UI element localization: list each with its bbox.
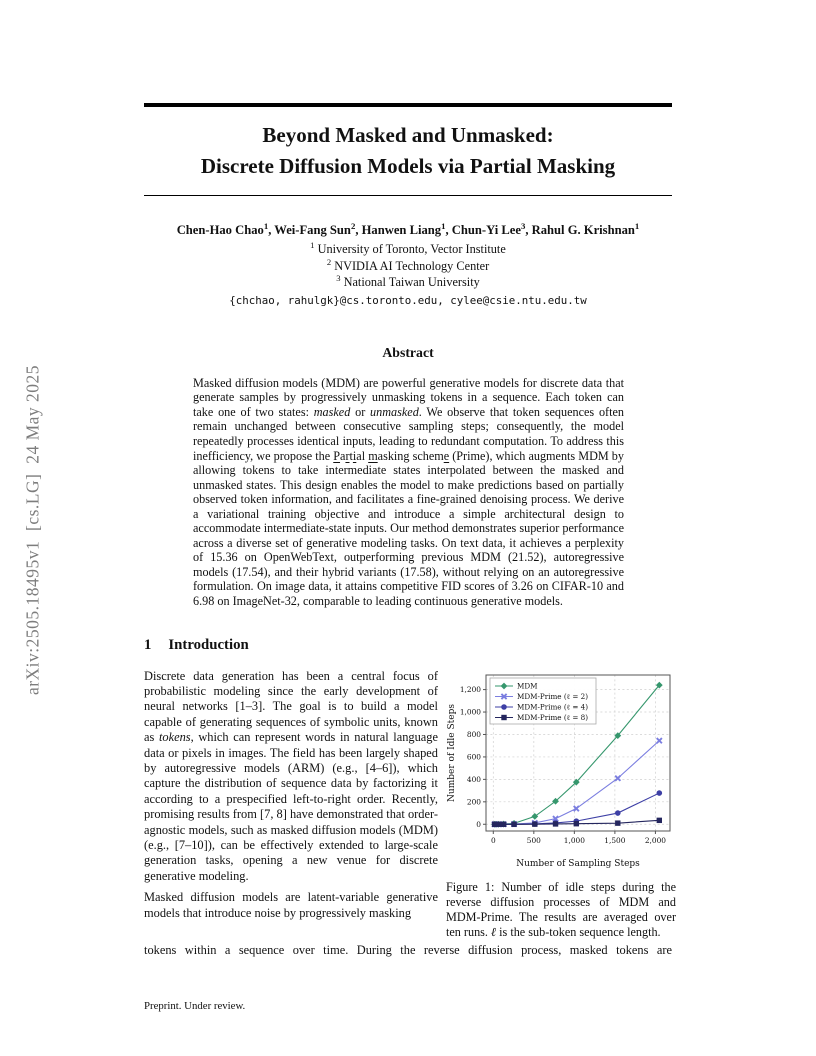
figure1-chart bbox=[446, 669, 676, 869]
affiliation-3-name: National Taiwan University bbox=[343, 275, 480, 290]
affiliation-1-name: University of Toronto, Vector Institute bbox=[317, 242, 506, 257]
svg-text:0: 0 bbox=[490, 835, 496, 845]
arxiv-watermark: arXiv:2505.18495v1 [cs.LG] 24 May 2025 bbox=[22, 364, 43, 696]
paper-title bbox=[144, 120, 672, 182]
intro-paragraph-2-left: Masked diffusion models are latent-variable generative models that introduce noise by progressively masking bbox=[144, 890, 438, 920]
preprint-footnote: Preprint. Under review. bbox=[144, 1000, 246, 1012]
figure1 bbox=[446, 669, 676, 941]
affiliation-1-sup: 1 bbox=[310, 240, 315, 251]
affiliation-1 bbox=[144, 241, 672, 258]
paper-title-line1: Beyond Masked and Unmasked: bbox=[262, 123, 554, 147]
svg-text:1,500: 1,500 bbox=[604, 835, 626, 845]
svg-text:MDM-Prime (ℓ = 8): MDM-Prime (ℓ = 8) bbox=[517, 712, 589, 722]
svg-text:600: 600 bbox=[466, 752, 481, 762]
author-line: Chen-Hao Chao$^1$, Wei-Fang Sun$^2$, Hanwen Liang$^1$, Chun-Yi Lee$^3$, Rahul G. Krishnan$^1$ bbox=[176, 221, 640, 238]
affiliation-3 bbox=[144, 274, 672, 291]
two-column-block bbox=[144, 668, 676, 941]
title-rule-bottom bbox=[144, 195, 672, 196]
svg-text:200: 200 bbox=[466, 796, 481, 806]
svg-text:MDM-Prime (ℓ = 4): MDM-Prime (ℓ = 4) bbox=[517, 701, 589, 711]
affiliation-2-name: NVIDIA AI Technology Center bbox=[334, 258, 490, 273]
section-title: Introduction bbox=[168, 636, 249, 653]
title-rule-top bbox=[144, 103, 672, 107]
abstract-text: Masked diffusion models (MDM) are powerful generative models for discrete data that generate samples by progressively unmasking tokens in a sequence. Each token can take one of two states: masked or unmasked. We observe that token sequences often remain unchanged between consecutive sampling steps; consequently, the model repeatedly processes identical inputs, leading to redundant computation. To address this inefficiency, we propose the Partial masking scheme (Prime), which augments MDM by allowing tokens to take intermediate states interpolated between the masked and unmasked states. This design enables the model to make predictions based on partially observed token information, and facilitates a fine-grained denoising process. We derive a variational training objective and introduce a simple architectural design to accommodate intermediate-state inputs. Our method demonstrates superior performance across a diverse set of generative modeling tasks. On text data, it achieves a perplexity of 15.36 on OpenWebText, outperforming previous MDM (21.52), autoregressive models (17.54), and their hybrid variants (17.58), without relying on an autoregressive formulation. On image data, it attains competitive FID scores of 3.26 on CIFAR-10 and 6.98 on ImageNet-32, comparable to leading continuous generative models. bbox=[193, 375, 624, 608]
abstract-heading: Abstract bbox=[382, 344, 434, 360]
svg-text:MDM-Prime (ℓ = 2): MDM-Prime (ℓ = 2) bbox=[517, 691, 589, 701]
section-number: 1 bbox=[144, 636, 152, 653]
figure1-caption: Figure 1: Number of idle steps during the reverse diffusion processes of MDM and MDM-Prime. The results are averaged over ten runs. ℓ is the sub-token sequence length. bbox=[446, 879, 676, 940]
affiliation-2-sup: 2 bbox=[326, 256, 332, 267]
section-heading-introduction bbox=[144, 637, 672, 654]
intro-left-column bbox=[144, 669, 438, 941]
svg-text:MDM: MDM bbox=[517, 680, 538, 690]
affiliation-3-sup: 3 bbox=[336, 273, 341, 284]
affiliation-2 bbox=[144, 258, 672, 275]
intro-paragraph-2-full: tokens within a sequence over time. During the reverse diffusion process, masked tokens are bbox=[144, 943, 672, 958]
affiliations bbox=[144, 241, 672, 291]
intro-paragraph-1: Discrete data generation has been a central focus of probabilistic modeling since the early development of neural networks [1–3]. The goal is to build a model capable of generating sequences of symbolic units, known as tokens, which can represent words in natural language data or pixels in images. The field has been largely shaped by autoregressive models (ARM) (e.g., [4–6]), which capture the distribution of sequence data by factorizing it according to a prespecified left-to-right order. Recently, promising results from [7, 8] have demonstrated that order-agnostic models, such as masked diffusion models (MDM) (e.g., [7–10]), can be effectively extended to large-scale generation tasks, opening a new venue for discrete generative modeling. bbox=[144, 668, 438, 883]
svg-text:Number of Idle Steps: Number of Idle Steps bbox=[447, 703, 457, 802]
svg-text:400: 400 bbox=[466, 774, 481, 784]
svg-text:1,200: 1,200 bbox=[459, 684, 481, 694]
svg-text:800: 800 bbox=[466, 729, 481, 739]
figure1-column bbox=[438, 669, 676, 941]
svg-text:2,000: 2,000 bbox=[644, 835, 666, 845]
author-emails: {chchao, rahulgk}@cs.toronto.edu, cylee@csie.ntu.edu.tw bbox=[229, 293, 587, 307]
svg-text:Number of Sampling Steps: Number of Sampling Steps bbox=[516, 858, 640, 869]
paper-title-line2: Discrete Diffusion Models via Partial Masking bbox=[200, 154, 616, 178]
svg-text:1,000: 1,000 bbox=[563, 835, 585, 845]
svg-text:500: 500 bbox=[526, 835, 541, 845]
svg-text:1,000: 1,000 bbox=[459, 707, 481, 717]
svg-text:0: 0 bbox=[476, 819, 481, 829]
paper-content bbox=[144, 0, 676, 959]
